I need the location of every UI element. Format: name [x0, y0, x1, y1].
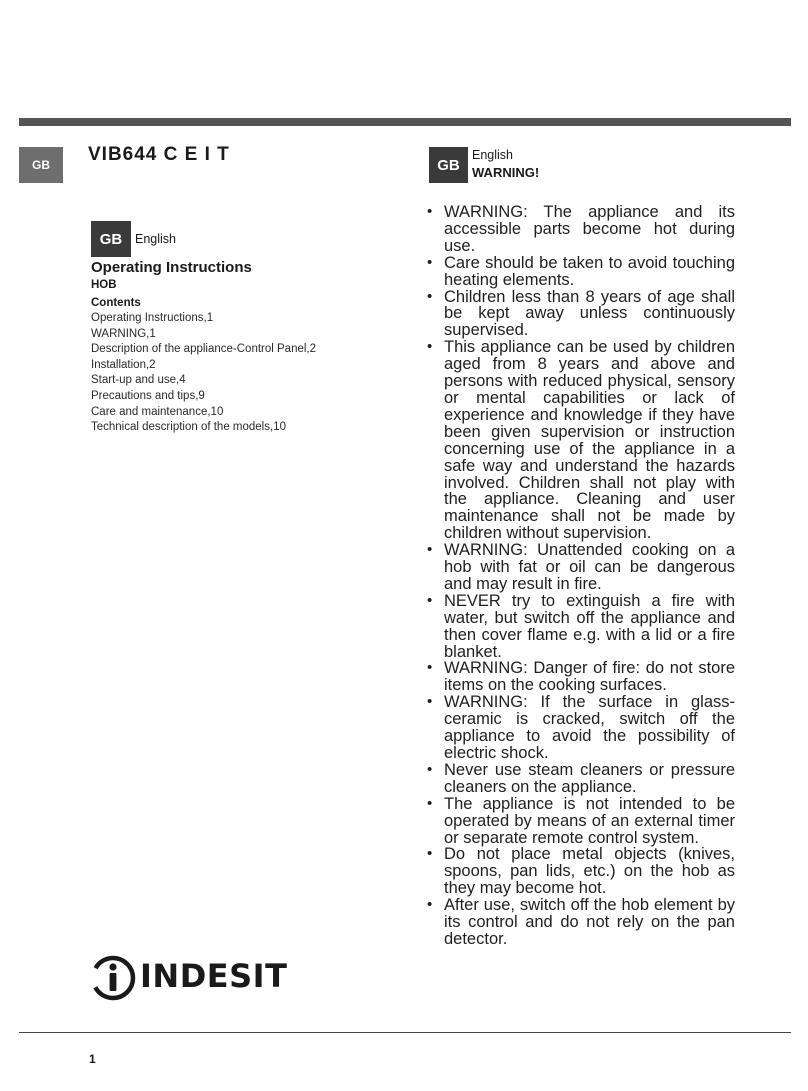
toc-list	[91, 311, 391, 436]
warning-item	[425, 542, 735, 593]
bullet-icon: •	[427, 591, 433, 609]
bullet-icon: •	[427, 287, 433, 305]
brand-name: INDESIT	[140, 957, 288, 995]
page-title: Operating Instructions	[91, 259, 252, 276]
country-tab: GB	[19, 147, 63, 183]
warning-item	[425, 339, 735, 542]
indesit-logo	[90, 951, 288, 1005]
language-label: English	[135, 232, 176, 246]
model-title: VIB644 C E I T	[88, 144, 230, 165]
warning-text: The appliance is not intended to be operated by means of an external timer or separate remote control system.	[444, 794, 735, 847]
warning-text: Never use steam cleaners or pressure cleaners on the appliance.	[444, 760, 735, 796]
toc-item: Care and maintenance,10	[91, 405, 224, 418]
page-number: 1	[89, 1052, 96, 1066]
top-rule	[19, 118, 791, 126]
warning-item	[425, 846, 735, 897]
warning-item	[425, 593, 735, 661]
toc-item: Precautions and tips,9	[91, 389, 205, 402]
warning-text: Children less than 8 years of age shall be kept away unless continuously supervised.	[444, 287, 735, 340]
warning-text: WARNING: Danger of fire: do not store items on the cooking surfaces.	[444, 659, 735, 695]
warning-item	[425, 289, 735, 340]
bullet-icon: •	[427, 794, 433, 812]
warning-title: WARNING!	[472, 165, 540, 180]
bottom-rule	[19, 1032, 791, 1033]
warning-text: Do not place metal objects (knives, spoons, pan lids, etc.) on the hob as they may become hot.	[444, 845, 735, 898]
toc-item: Installation,2	[91, 358, 156, 371]
warning-text: WARNING: The appliance and its accessible parts become hot during use.	[444, 203, 735, 255]
warning-item	[425, 204, 735, 255]
warning-item	[425, 897, 735, 948]
language-badge: GB	[429, 147, 468, 183]
bullet-icon: •	[427, 541, 433, 559]
bullet-icon: •	[427, 896, 433, 914]
toc-item: Technical description of the models,10	[91, 421, 286, 434]
warning-item	[425, 796, 735, 847]
warning-list	[425, 204, 735, 948]
bullet-icon: •	[427, 203, 433, 220]
warning-item	[425, 255, 735, 289]
bullet-icon: •	[427, 659, 433, 677]
warning-text: WARNING: If the surface in glass-ceramic is cracked, switch off the appliance to avoid the possibility of electric shock.	[444, 693, 735, 762]
contents-label: Contents	[91, 297, 141, 309]
bullet-icon: •	[427, 253, 433, 271]
language-label: English	[472, 148, 513, 162]
language-badge: GB	[91, 221, 131, 257]
toc-item: Start-up and use,4	[91, 374, 186, 387]
toc-item: Description of the appliance-Control Panel,2	[91, 343, 317, 356]
indesit-logo-icon	[90, 953, 136, 1003]
warning-text: This appliance can be used by children aged from 8 years and above and persons with reduced physical, sensory or mental capabilities or lack of experience and knowledge if they have been given supervision or instruction concerning use of the appliance in a safe way and understand the hazards involved. Children shall not play with the appliance. Cleaning and user maintenance shall not be made by children without supervision.	[444, 338, 735, 543]
bullet-icon: •	[427, 693, 433, 711]
toc-item: WARNING,1	[91, 327, 156, 340]
bullet-icon: •	[427, 338, 433, 356]
toc-item: Operating Instructions,1	[91, 312, 214, 324]
bullet-icon: •	[427, 845, 433, 863]
product-type: HOB	[91, 279, 117, 291]
warning-text: NEVER try to extinguish a fire with water, but switch off the appliance and then cover flame e.g. with a lid or a fire blanket.	[444, 591, 735, 661]
warning-text: After use, switch off the hob element by its control and do not rely on the pan detector.	[444, 896, 735, 948]
warning-text: Care should be taken to avoid touching heating elements.	[444, 253, 735, 289]
warning-item	[425, 660, 735, 694]
bullet-icon: •	[427, 760, 433, 778]
warning-item	[425, 694, 735, 762]
warning-text: WARNING: Unattended cooking on a hob with fat or oil can be dangerous and may result in fire.	[444, 541, 735, 593]
table-of-contents	[91, 259, 391, 436]
warning-item	[425, 762, 735, 796]
